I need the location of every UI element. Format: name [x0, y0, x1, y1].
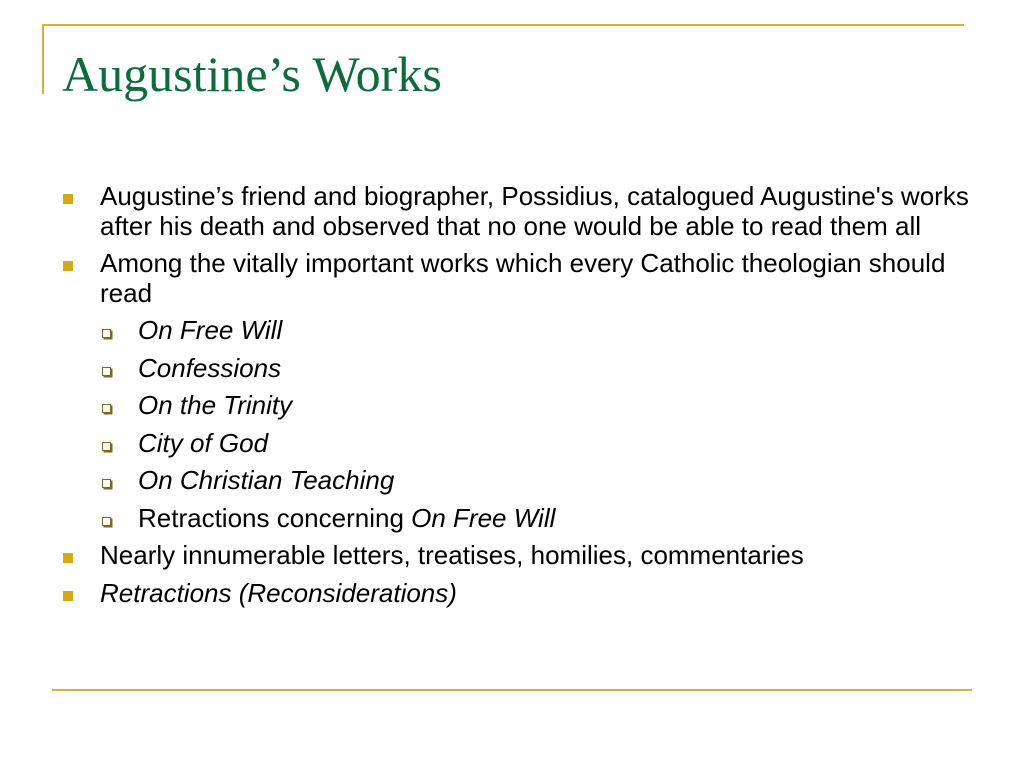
hollow-square-bullet-icon — [102, 442, 111, 451]
work-text: Retractions concerning — [138, 502, 412, 533]
bullet-text: Augustine’s friend and biographer, Possidius, catalogued Augustine's works after his death and observed that no one would be able to read them all — [100, 181, 969, 241]
bullet-retractions — [60, 579, 980, 609]
bullet-text: Among the vitally important works which every Catholic theologian should read — [100, 248, 946, 308]
footer-rule — [52, 689, 972, 691]
sub-bullet-confessions — [60, 354, 980, 384]
square-bullet-icon — [63, 553, 73, 563]
work-title: On Christian Teaching — [138, 465, 395, 495]
work-title: Confessions — [138, 352, 282, 383]
hollow-square-bullet-icon — [102, 517, 111, 526]
bullet-text: Nearly innumerable letters, treatises, homilies, commentaries — [100, 540, 804, 570]
sub-bullet-city-of-god — [60, 429, 980, 459]
sub-bullet-on-christian-teaching — [60, 466, 980, 496]
square-bullet-icon — [63, 194, 73, 204]
bullet-text: Retractions (Reconsiderations) — [100, 577, 457, 608]
bullet-possidius — [60, 182, 980, 241]
bullet-list — [60, 182, 980, 616]
slide-title: Augustine’s Works — [62, 46, 442, 102]
square-bullet-icon — [63, 261, 73, 271]
work-title: City of God — [138, 427, 269, 458]
sub-bullet-on-free-will — [60, 316, 980, 346]
work-title: On Free Will — [138, 315, 283, 345]
work-title: On Free Will — [411, 502, 556, 533]
hollow-square-bullet-icon — [102, 329, 111, 338]
bullet-letters — [60, 541, 980, 571]
work-title: On the Trinity — [138, 390, 293, 420]
hollow-square-bullet-icon — [102, 479, 111, 488]
title-top-rule — [42, 24, 964, 26]
hollow-square-bullet-icon — [102, 404, 111, 413]
sub-bullet-retractions-free-will — [60, 504, 980, 534]
title-left-rule — [42, 24, 44, 94]
bullet-important-works — [60, 249, 980, 308]
hollow-square-bullet-icon — [102, 367, 111, 376]
sub-bullet-on-the-trinity — [60, 391, 980, 421]
square-bullet-icon — [63, 591, 73, 601]
